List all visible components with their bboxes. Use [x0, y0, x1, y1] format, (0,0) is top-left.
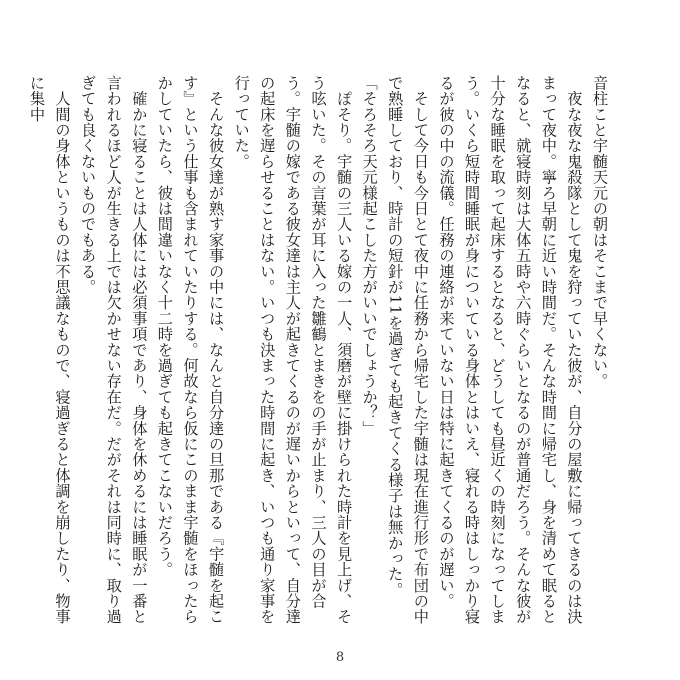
paragraph-8: 人間の身体というものは不思議なもので、寝過ぎると体調を崩したり、物事に集中: [27, 75, 72, 625]
page-number: 8: [335, 650, 345, 665]
paragraph-7: 確かに寝ることは人体には必須事項であり、身体を休めるには睡眠が一番と言われるほど人が生きる上では欠かせない存在だ。だがそれは同時に、取り過ぎても良くないものでもある。: [79, 75, 149, 625]
vertical-text-body: [27, 75, 612, 635]
paragraph-3: そして今日も今日とて夜中に任務から帰宅した宇髄は現在進行形で布団の中で熟睡しており、時計の短針が11を過ぎても起きてくる様子は無かった。: [386, 75, 430, 625]
paragraph-1: 音柱こと宇髄天元の朝はそこまで早くない。: [591, 75, 609, 389]
paragraph-6: そんな彼女達が熟す家事の中には、なんと自分達の旦那である『宇髄を起こす』という仕事も含まれていたりする。何故なら仮にこのまま宇髄をほったらかしていたら、彼は間違いなく十二時を過ぎても起きてこないだろう。: [155, 75, 226, 625]
paragraph-4: 「そろそろ天元様起こした方がいいでしょうか？」: [360, 75, 379, 437]
paragraph-2: 夜な夜な鬼殺隊として鬼を狩っていた彼が、自分の屋敷に帰ってきるのは決まって夜中。寧ろ早朝に近い時間だ。そんな時間に帰宅し、身を清めて眠るとなると、就寝時刻は大体五時や六時ぐらいとなるのが普通だろう。そんな彼が十分な睡眠を取って起床するとなると、どうしても昼近くの時刻になってしまう。いくら短時間睡眠が身についている身体とはいえ、寝れる時はしっかり寝るが彼の中の流儀。任務の連絡が来ていない日は特に起きてくるのが遅い。: [437, 75, 584, 625]
paragraph-5: ぽそり。宇髄の三人いる嫁の一人、須磨が壁に掛けられた時計を見上げ、そう呟いた。その言葉が耳に入った雛鶴とまきをの手が止まり、三人の目が合う。宇髄の嫁である彼女達は主人が起きてくるのが遅いからといって、自分達の起床を遅らせることはない。いつも決まった時間に起き、いつも通り家事を行っていた。: [232, 75, 354, 625]
